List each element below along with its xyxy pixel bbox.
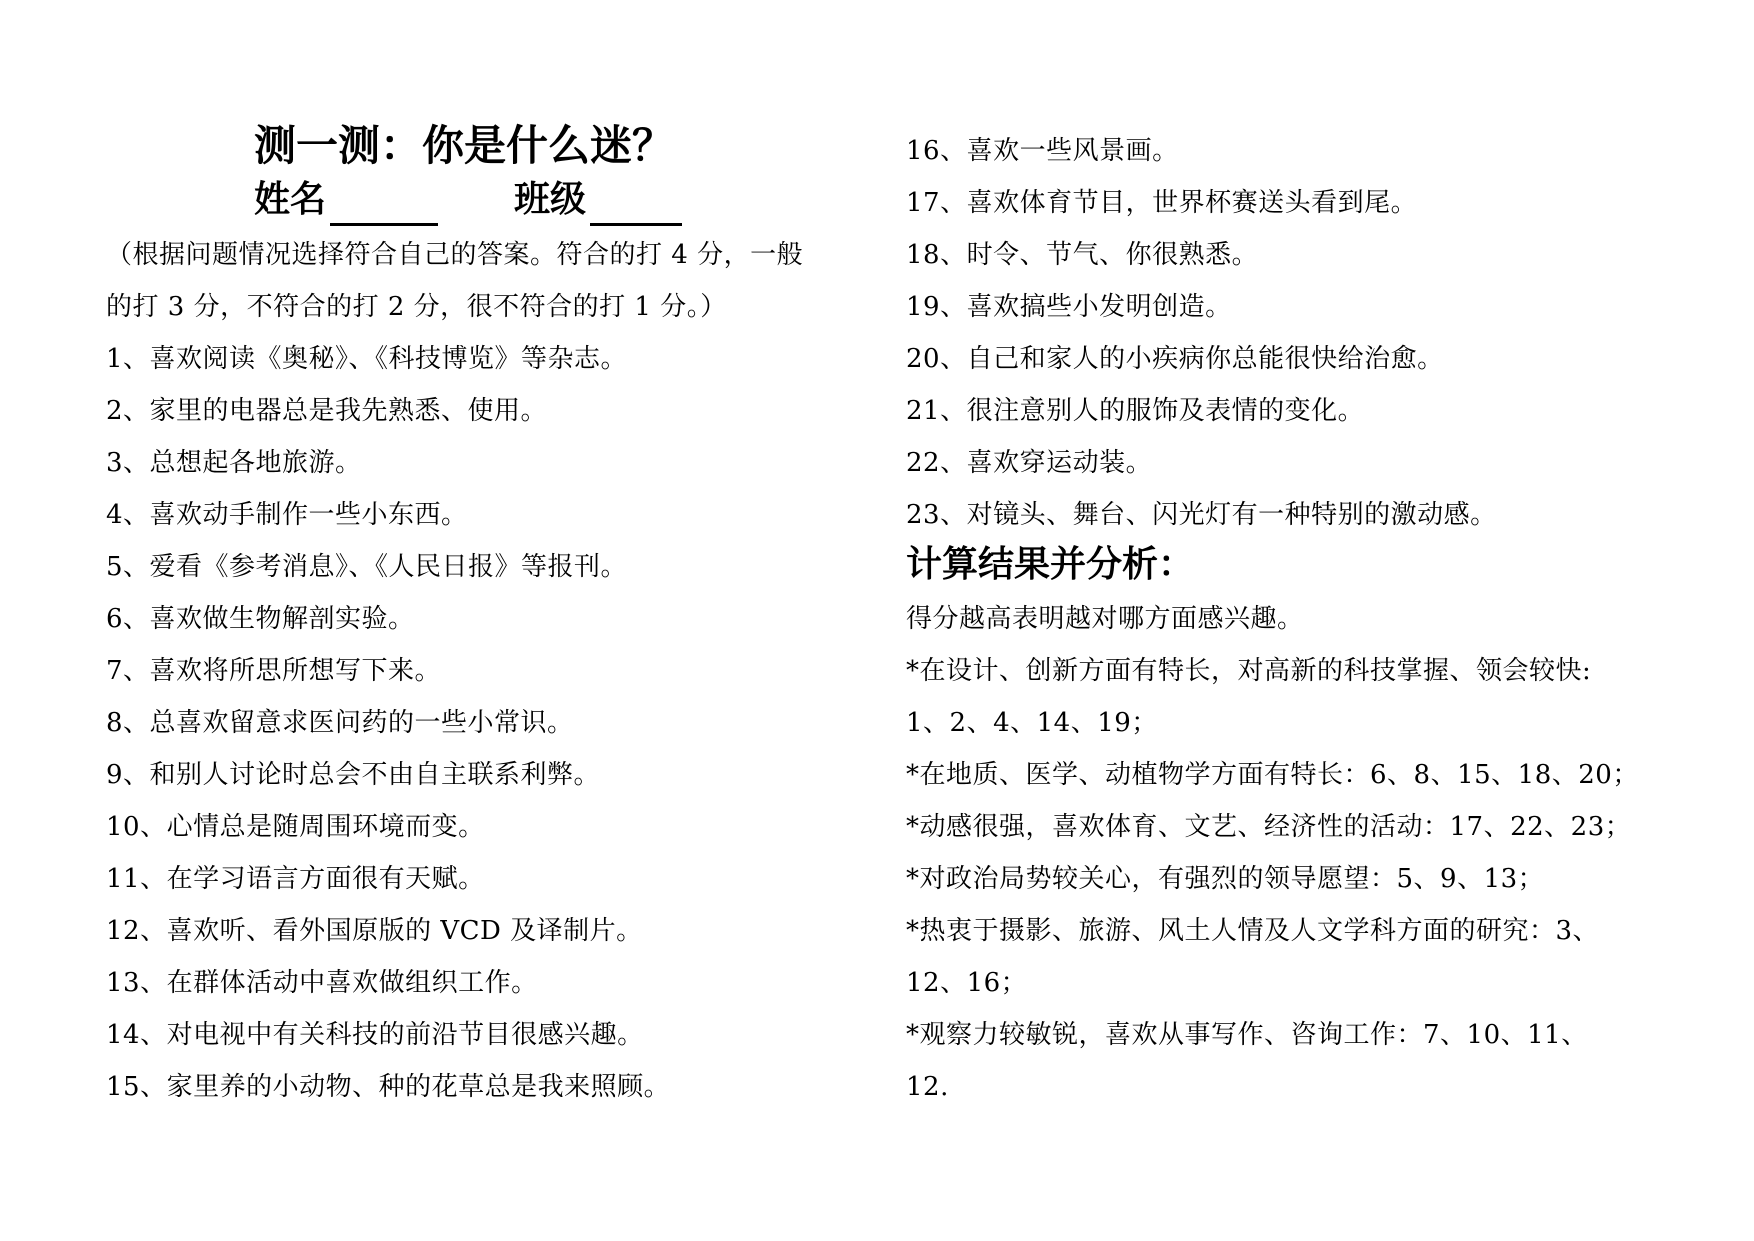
- question-item: 10、心情总是随周围环境而变。: [106, 812, 485, 842]
- result-line: 12.: [906, 1072, 949, 1102]
- question-item: 13、在群体活动中喜欢做组织工作。: [106, 968, 538, 998]
- question-item: 3、总想起各地旅游。: [106, 448, 362, 478]
- result-heading: 计算结果并分析：: [906, 544, 1195, 585]
- name-class-row: [254, 174, 682, 226]
- question-item: 8、总喜欢留意求医问药的一些小常识。: [106, 708, 574, 738]
- class-label: 班级: [514, 179, 587, 220]
- question-item: 7、喜欢将所思所想写下来。: [106, 656, 442, 686]
- question-item: 21、很注意别人的服饰及表情的变化。: [906, 396, 1365, 426]
- question-item: 5、爱看《参考消息》、《人民日报》等报刊。: [106, 552, 628, 582]
- result-line: 得分越高表明越对哪方面感兴趣。: [906, 604, 1304, 634]
- question-item: 18、时令、节气、你很熟悉。: [906, 240, 1259, 270]
- result-line: *动感很强，喜欢体育、文艺、经济性的活动：17、22、23；: [906, 812, 1632, 842]
- question-item: 22、喜欢穿运动装。: [906, 448, 1153, 478]
- question-item: 9、和别人讨论时总会不由自主联系利弊。: [106, 760, 601, 790]
- question-item: 11、在学习语言方面很有天赋。: [106, 864, 485, 894]
- name-blank: [330, 183, 438, 226]
- result-line: *观察力较敏锐，喜欢从事写作、咨询工作：7、10、11、: [906, 1020, 1588, 1050]
- question-item: 19、喜欢搞些小发明创造。: [906, 292, 1232, 322]
- result-line: 12、16；: [906, 968, 1028, 998]
- question-item: 2、家里的电器总是我先熟悉、使用。: [106, 396, 548, 426]
- name-label: 姓名: [254, 179, 327, 220]
- result-line: *在地质、医学、动植物学方面有特长：6、8、15、18、20；: [906, 760, 1639, 790]
- result-line: 1、2、4、14、19；: [906, 708, 1158, 738]
- result-line: *对政治局势较关心，有强烈的领导愿望：5、9、13；: [906, 864, 1545, 894]
- result-line: *热衷于摄影、旅游、风土人情及人文学科方面的研究：3、: [906, 916, 1600, 946]
- question-item: 4、喜欢动手制作一些小东西。: [106, 500, 468, 530]
- question-item: 1、喜欢阅读《奥秘》、《科技博览》等杂志。: [106, 344, 628, 374]
- question-item: 20、自己和家人的小疾病你总能很快给治愈。: [906, 344, 1444, 374]
- class-blank: [590, 183, 682, 226]
- result-line: *在设计、创新方面有特长，对高新的科技掌握、领会较快:: [906, 656, 1592, 686]
- instruction-line: 的打 3 分，不符合的打 2 分，很不符合的打 1 分。）: [106, 292, 727, 322]
- question-item: 15、家里养的小动物、种的花草总是我来照顾。: [106, 1072, 671, 1102]
- instruction-line: （根据问题情况选择符合自己的答案。符合的打 4 分，一般: [106, 240, 804, 270]
- question-item: 12、喜欢听、看外国原版的 VCD 及译制片。: [106, 916, 643, 946]
- question-item: 14、对电视中有关科技的前沿节目很感兴趣。: [106, 1020, 644, 1050]
- question-item: 23、对镜头、舞台、闪光灯有一种特别的激动感。: [906, 500, 1497, 530]
- question-item: 17、喜欢体育节目，世界杯赛送头看到尾。: [906, 188, 1418, 218]
- page-title: 测一测：你是什么迷？: [254, 121, 675, 170]
- question-item: 16、喜欢一些风景画。: [906, 136, 1179, 166]
- question-item: 6、喜欢做生物解剖实验。: [106, 604, 415, 634]
